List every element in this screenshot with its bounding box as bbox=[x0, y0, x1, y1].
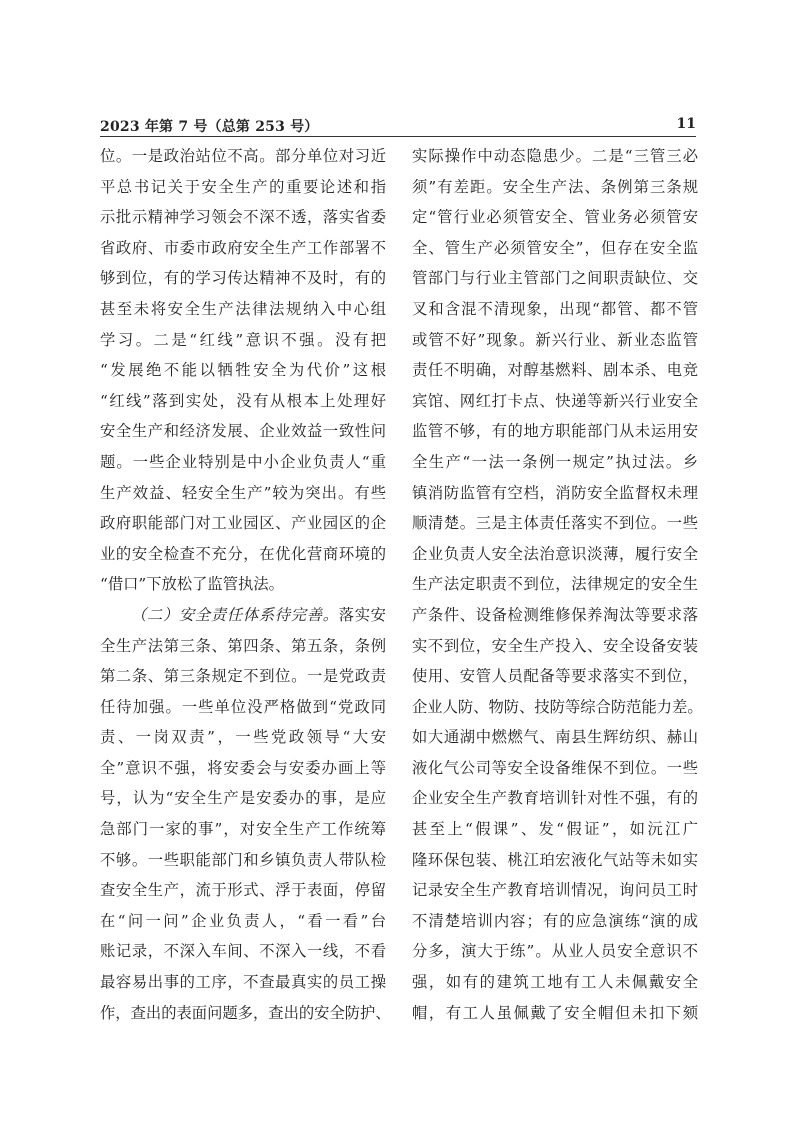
text-line: 题。一些企业特别是中小企业负责人“重 bbox=[100, 452, 386, 471]
text-line: 全”意识不强，将安委会与安委办画上等 bbox=[100, 758, 386, 777]
text-line: 定“管行业必须管安全、管业务必须管安 bbox=[412, 208, 698, 227]
text-line: 甚至未将安全生产法律法规纳入中心组 bbox=[100, 299, 386, 318]
text-line: 记录安全生产教育培训情况，询问员工时 bbox=[412, 881, 698, 900]
text-line: 全生产法第三条、第四条、第五条，条例 bbox=[100, 636, 386, 655]
text-line: 宾馆、网红打卡点、快递等新兴行业安全 bbox=[412, 391, 698, 410]
text-line: 企业安全生产教育培训针对性不强，有的 bbox=[412, 789, 698, 808]
text-line: 急部门一家的事”，对安全生产工作统筹 bbox=[100, 820, 386, 839]
text-line: 政府职能部门对工业园区、产业园区的企 bbox=[100, 514, 386, 533]
text-line: 全、管生产必须管安全”，但存在安全监 bbox=[412, 238, 698, 257]
page-number: 11 bbox=[676, 116, 696, 132]
text-line: 甚至上“假课”、发“假证”，如沅江广 bbox=[412, 820, 698, 839]
issue-info: 2023 年第 7 号（总第 253 号） bbox=[100, 119, 319, 135]
text-line: 如大通湖中燃燃气、南县生辉纺织、赫山 bbox=[412, 728, 698, 747]
header-rule bbox=[100, 136, 696, 137]
section-heading: （二）安全责任体系待完善。 bbox=[131, 605, 339, 624]
text-line: 第二条、第三条规定不到位。一是党政责 bbox=[100, 667, 386, 686]
text-line: 管部门与行业主管部门之间职责缺位、交 bbox=[412, 269, 698, 288]
text-line: 生产效益、轻安全生产”较为突出。有些 bbox=[100, 483, 386, 502]
text-line: 任待加强。一些单位没严格做到“党政同 bbox=[100, 697, 386, 716]
text-line: 液化气公司等安全设备维保不到位。一些 bbox=[412, 758, 698, 777]
text-line: 分多，演大于练”。从业人员安全意识不 bbox=[412, 942, 698, 961]
text-line: 作，查出的表面问题多，查出的安全防护、 bbox=[100, 1003, 391, 1022]
text-line: 位。一是政治站位不高。部分单位对习近 bbox=[100, 147, 386, 165]
text-line: “发展绝不能以牺牲安全为代价”这根 bbox=[100, 361, 386, 380]
text-line: 示批示精神学习领会不深不透，落实省委 bbox=[100, 208, 386, 227]
text-line: “红线”落到实处，没有从根本上处理好 bbox=[100, 391, 386, 410]
text-line: 实不到位，安全生产投入、安全设备安装 bbox=[412, 636, 698, 655]
text-line: 不够。一些职能部门和乡镇负责人带队检 bbox=[100, 850, 386, 869]
text-line: 查安全生产，流于形式、浮于表面，停留 bbox=[100, 881, 386, 900]
text-line: 使用、安管人员配备等要求落实不到位， bbox=[412, 667, 698, 686]
left-column bbox=[100, 141, 391, 1028]
text-line: 或管不好”现象。新兴行业、新业态监管 bbox=[412, 330, 698, 349]
text-line: 监管不够，有的地方职能部门从未运用安 bbox=[412, 422, 698, 441]
text-line: 叉和含混不清现象，出现“都管、都不管 bbox=[412, 299, 698, 318]
text-line: 号，认为“安全生产是安委办的事，是应 bbox=[100, 789, 386, 808]
text-line: 责任不明确，对醇基燃料、剧本杀、电竞 bbox=[412, 361, 698, 380]
text-line: 实际操作中动态隐患少。二是“三管三必 bbox=[412, 147, 698, 165]
text-line: 镇消防监管有空档，消防安全监督权未理 bbox=[412, 483, 698, 502]
text-line: 够到位，有的学习传达精神不及时，有的 bbox=[100, 269, 386, 288]
text-line: 业的安全检查不充分，在优化营商环境的 bbox=[100, 544, 386, 563]
text-line: 帽，有工人虽佩戴了安全帽但未扣下颏 bbox=[412, 1003, 698, 1022]
text-line: 责、一岗双责”，一些党政领导“大安 bbox=[100, 728, 386, 747]
text-line: 安全生产和经济发展、企业效益一致性问 bbox=[100, 422, 386, 441]
text-line: 省政府、市委市政府安全生产工作部署不 bbox=[100, 238, 386, 257]
text-run: 落实安 bbox=[338, 605, 386, 624]
text-line: 在“问一问”企业负责人，“看一看”台 bbox=[100, 911, 386, 930]
text-line: 隆环保包装、桃江珀宏液化气站等未如实 bbox=[412, 850, 698, 869]
right-column bbox=[412, 141, 703, 1028]
text-line: 全生产“一法一条例一规定”执过法。乡 bbox=[412, 452, 698, 471]
text-line: 企业负责人安全法治意识淡薄，履行安全 bbox=[412, 544, 698, 563]
text-line: 顺清楚。三是主体责任落实不到位。一些 bbox=[412, 514, 698, 533]
text-line: 学习。二是“红线”意识不强。没有把 bbox=[100, 330, 386, 349]
text-line: 不清楚培训内容；有的应急演练“演的成 bbox=[412, 911, 698, 930]
text-line: 须”有差距。安全生产法、条例第三条规 bbox=[412, 177, 698, 196]
text-line: 企业人防、物防、技防等综合防范能力差。 bbox=[412, 697, 703, 716]
text-line: 生产法定职责不到位，法律规定的安全生 bbox=[412, 575, 698, 594]
text-line: 平总书记关于安全生产的重要论述和指 bbox=[100, 177, 386, 196]
running-header bbox=[100, 115, 696, 137]
text-line: 产条件、设备检测维修保养淘汰等要求落 bbox=[412, 605, 698, 624]
paragraph-first-line bbox=[100, 600, 386, 631]
text-line: 账记录，不深入车间、不深入一线，不看 bbox=[100, 942, 386, 961]
text-line: 强，如有的建筑工地有工人未佩戴安全 bbox=[412, 973, 698, 992]
text-line: 最容易出事的工序，不查最真实的员工操 bbox=[100, 973, 386, 992]
text-line: “借口”下放松了监管执法。 bbox=[100, 575, 284, 594]
